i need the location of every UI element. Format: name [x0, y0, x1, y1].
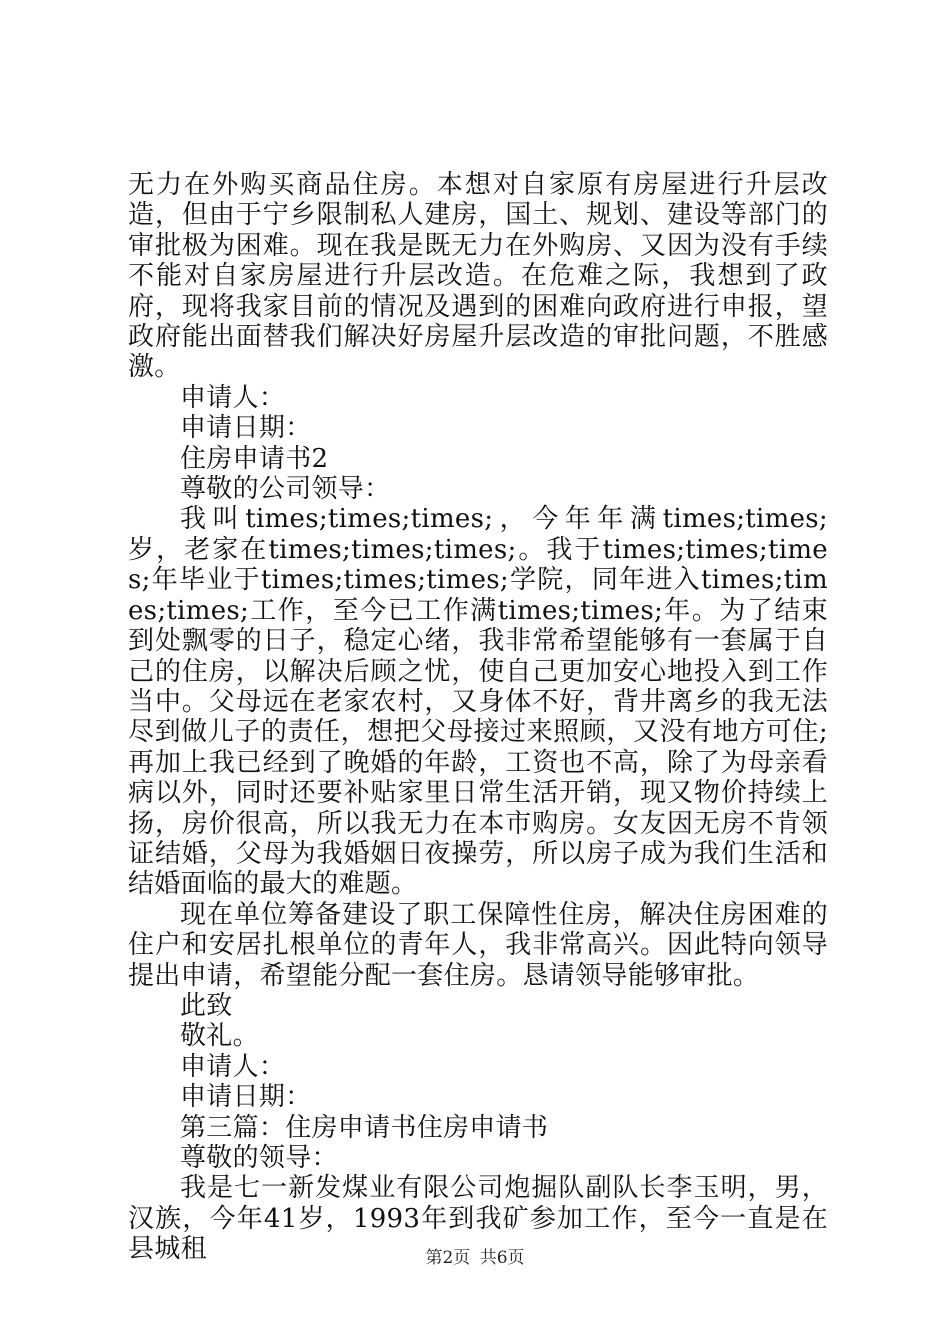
application-date-line: 申请日期： — [180, 1082, 312, 1113]
applicant-line: 申请人： — [180, 1051, 286, 1082]
page-number: 第2页 — [425, 1248, 471, 1268]
section-heading: 住房申请书2 — [180, 443, 329, 474]
closing-line: 此致 — [180, 990, 233, 1021]
application-date-line: 申请日期： — [180, 413, 312, 444]
body-paragraph: 现在单位筹备建设了职工保障性住房，解决住房困难的住户和安居扎根单位的青年人，我非常高兴。因此特向领导提出申请，希望能分配一套住房。恳请领导能够审批。 — [128, 899, 828, 991]
salutation: 尊敬的公司领导： — [180, 474, 391, 505]
page-total: 共6页 — [479, 1248, 525, 1268]
body-paragraph: 我叫times;times;times;，今年年满times;times;岁，老家在times;times;times;。我于times;times;times;年毕业于times;times;times;学院，同年进入times;times;times;工作，至今已工作满times;times;年。为了结束到处飘零的日子，稳定心绪，我非常希望能够有一套属于自己的住房，以解决后顾之忧，使自己更加安心地投入到工作当中。父母远在老家农村，又身体不好，背井离乡的我无法尽到做儿子的责任，想把父母接过来照顾，又没有地方可住;再加上我已经到了晚婚的年龄，工资也不高，除了为母亲看病以外，同时还要补贴家里日常生活开销，现又物价持续上扬，房价很高，所以我无力在本市购房。女友因无房不肯领证结婚，父母为我婚姻日夜操劳，所以房子成为我们生活和结婚面临的最大的难题。 — [128, 504, 828, 900]
paragraph-continuation: 无力在外购买商品住房。本想对自家原有房屋进行升层改造，但由于宁乡限制私人建房，国土、规划、建设等部门的审批极为困难。现在我是既无力在外购房、又因为没有手续不能对自家房屋进行升层改造。在危难之际，我想到了政府，现将我家目前的情况及遇到的困难向政府进行申报，望政府能出面替我们解决好房屋升层改造的审批问题，不胜感激。 — [128, 170, 828, 383]
body-paragraph: 我是七一新发煤业有限公司炮掘队副队长李玉明，男，汉族，今年41岁，1993年到我矿参加工作，至今一直是在县城租 — [128, 1173, 828, 1265]
salutation: 尊敬的领导： — [180, 1143, 338, 1173]
section-heading: 第三篇：住房申请书住房申请书 — [180, 1112, 549, 1143]
closing-greeting: 敬礼。 — [180, 1021, 259, 1052]
document-body — [128, 170, 828, 1265]
applicant-line: 申请人： — [180, 382, 286, 413]
page-footer — [0, 1243, 950, 1268]
